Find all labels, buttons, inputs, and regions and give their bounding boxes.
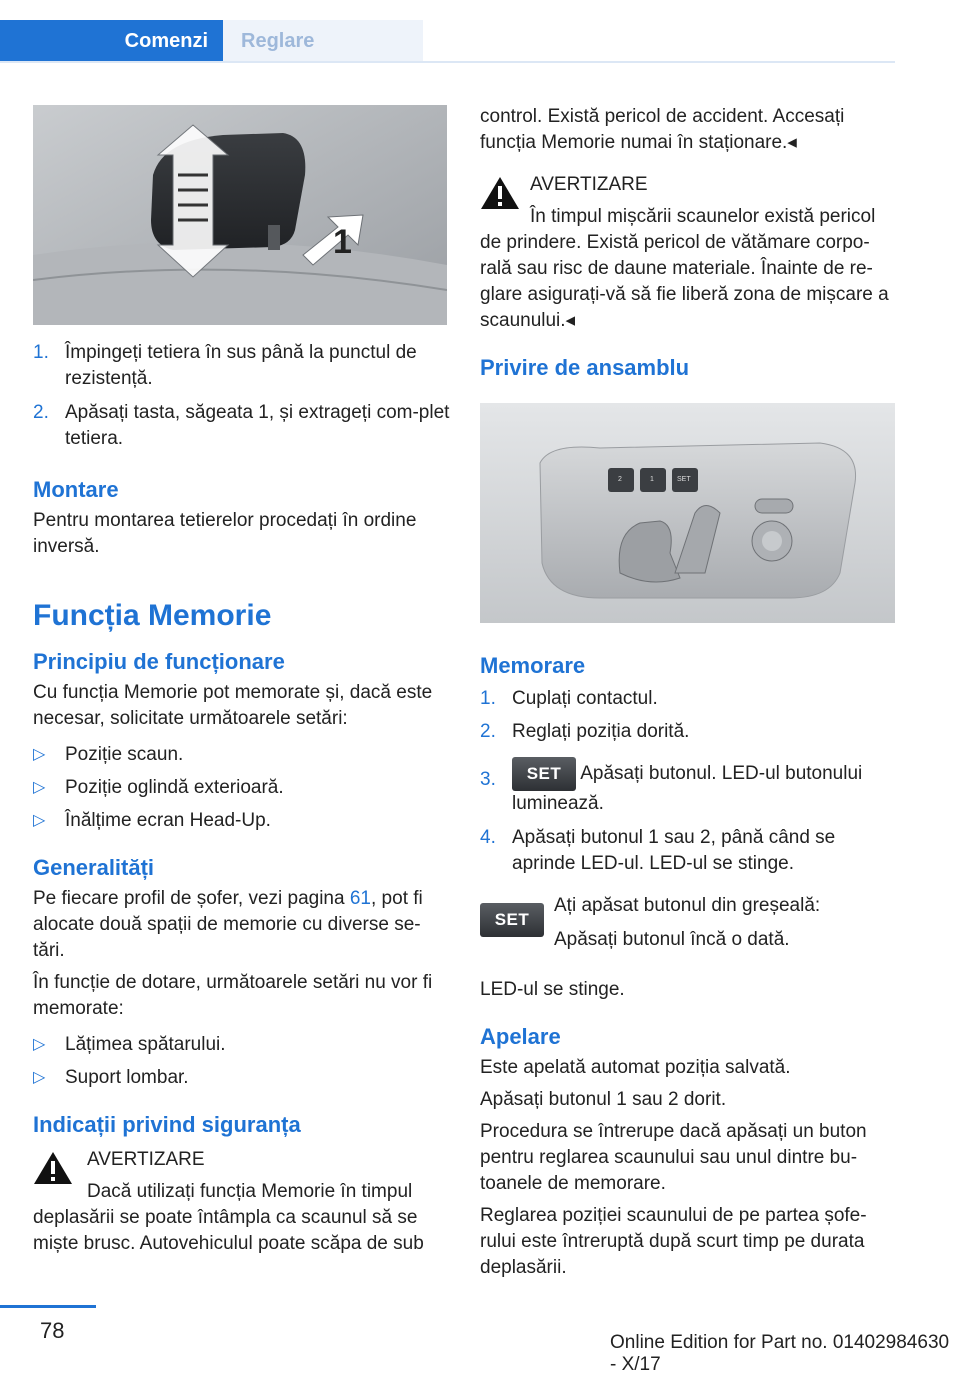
list-item-text: Lățimea spătarului.	[65, 1034, 226, 1055]
tab-reglare[interactable]: Reglare	[223, 20, 423, 62]
generalitati-text2: În funcție de dotare, următoarele setări nu vor fi memorate:	[33, 972, 433, 1019]
photo-callout-1: 1	[333, 223, 352, 261]
page-number: 78	[40, 1318, 65, 1343]
list-item	[33, 1065, 451, 1091]
warning-text: Dacă utilizați funcția Memorie în timpul deplasării se poate întâmpla ca scaunul să se miște brusc. Autovehiculul poate scăpa de sub	[33, 1181, 424, 1254]
section-title-indicatii: Indicații privind siguranța	[33, 1112, 301, 1137]
set-button-icon: SET	[480, 903, 544, 937]
step-text: Apăsați butonul 1 sau 2, până când se aprinde LED-ul. LED-ul se stinge.	[512, 827, 836, 874]
list-item	[33, 1032, 451, 1058]
principiu-text: Cu funcția Memorie pot memorate și, dacă este necesar, solicitate următoarele setări:	[33, 682, 433, 729]
tab-comenzi[interactable]: Comenzi	[0, 20, 223, 62]
apelare-text: Reglarea poziției scaunului de pe partea șofe‐rului este întreruptă după scurt timp pe durata deplasării.	[480, 1205, 867, 1278]
step-number: 2.	[33, 402, 49, 423]
hint-block	[480, 893, 898, 977]
apelare-text: Procedura se întrerupe dacă apăsați un buton pentru reglarea scaunului sau unul dintre bu‐toanele de memorare.	[480, 1121, 867, 1194]
triangle-bullet-icon: ▷	[33, 1069, 46, 1086]
step-number: 2.	[480, 721, 496, 742]
list-item-text: Poziție oglindă exterioară.	[65, 777, 284, 798]
right-column-lower	[480, 652, 898, 1287]
generalitati-text	[33, 886, 451, 964]
footer-accent-line	[0, 1305, 96, 1308]
warning-label: AVERTIZARE	[530, 174, 648, 195]
list-item	[480, 719, 898, 745]
section-title-principiu: Principiu de funcționare	[33, 649, 285, 674]
list-item-text: Poziție scaun.	[65, 744, 184, 765]
led-off-text: LED-ul se stinge.	[480, 979, 625, 1000]
list-item	[33, 400, 451, 452]
list-item-text: Înălțime ecran Head-Up.	[65, 810, 271, 831]
left-column	[33, 340, 451, 1257]
step-text: Apăsați tasta, săgeata 1, și extrageți com‐plet tetiera.	[65, 402, 450, 449]
seat-key-1-label: 1	[650, 476, 654, 483]
list-item	[480, 757, 898, 817]
triangle-bullet-icon: ▷	[33, 746, 46, 763]
list-item-text: Suport lombar.	[65, 1067, 189, 1088]
step-number: 1.	[480, 688, 496, 709]
list-item	[33, 742, 451, 768]
hint-line-2: Apăsați butonul încă o dată.	[554, 929, 790, 950]
seat-key-set-label: SET	[677, 476, 691, 483]
warning-text: În timpul mișcării scaunelor există pericol de prindere. Există pericol de vătămare corpo‐rală sau risc de daune materiale. Înainte de re‐glare asigurați-vă să fie liberă zona de mișcare a scaunului.◂	[480, 206, 889, 331]
step-number: 3.	[480, 769, 496, 790]
warning-icon	[33, 1151, 73, 1185]
step-number: 1.	[33, 342, 49, 363]
step-text: Reglați poziția dorită.	[512, 721, 690, 742]
section-title-generalitati: Generalități	[33, 855, 155, 880]
warning-block	[33, 1147, 451, 1257]
list-item	[33, 775, 451, 801]
step-text: Cuplați contactul.	[512, 688, 658, 709]
list-item	[33, 808, 451, 834]
page-link[interactable]: 61	[349, 888, 371, 909]
right-column	[480, 104, 898, 382]
warning-icon	[480, 176, 520, 210]
triangle-bullet-icon: ▷	[33, 1036, 46, 1053]
section-title-memorare: Memorare	[480, 653, 586, 678]
step-text: Apăsați butonul. LED-ul butonului luminează.	[512, 763, 863, 814]
generalitati-text-b: , pot fi alocate două spații de memorie cu diverse se‐tări.	[33, 888, 423, 961]
section-title-apelare: Apelare	[480, 1024, 561, 1049]
header-divider	[0, 61, 895, 63]
section-title-memorie: Funcția Memorie	[33, 599, 272, 632]
step-text: Împingeți tetiera în sus până la punctul de rezistență.	[65, 342, 417, 389]
list-item	[33, 340, 451, 392]
set-button-icon: SET	[512, 757, 576, 791]
step-number: 4.	[480, 827, 496, 848]
montare-text: Pentru montarea tetierelor procedați în ordine inversă.	[33, 510, 417, 557]
warning-label: AVERTIZARE	[87, 1149, 205, 1170]
headrest-photo	[33, 105, 447, 325]
apelare-text: Apăsați butonul 1 sau 2 dorit.	[480, 1089, 727, 1110]
section-title-privire: Privire de ansamblu	[480, 355, 690, 380]
warning-block	[480, 172, 898, 334]
seat-controls-photo	[480, 403, 895, 623]
edition-text: Online Edition for Part no. 01402984630 - X/17	[610, 1332, 950, 1375]
section-title-montare: Montare	[33, 477, 119, 502]
list-item	[480, 686, 898, 712]
continued-text: control. Există pericol de accident. Accesați funcția Memorie numai în staționare.◂	[480, 106, 845, 153]
list-item	[480, 825, 898, 877]
apelare-text: Este apelată automat poziția salvată.	[480, 1057, 791, 1078]
generalitati-text-a: Pe fiecare profil de șofer, vezi pagina	[33, 888, 350, 909]
triangle-bullet-icon: ▷	[33, 779, 46, 796]
seat-key-2-label: 2	[618, 476, 622, 483]
triangle-bullet-icon: ▷	[33, 812, 46, 829]
hint-line-1: Ați apăsat butonul din greșeală:	[554, 895, 821, 916]
